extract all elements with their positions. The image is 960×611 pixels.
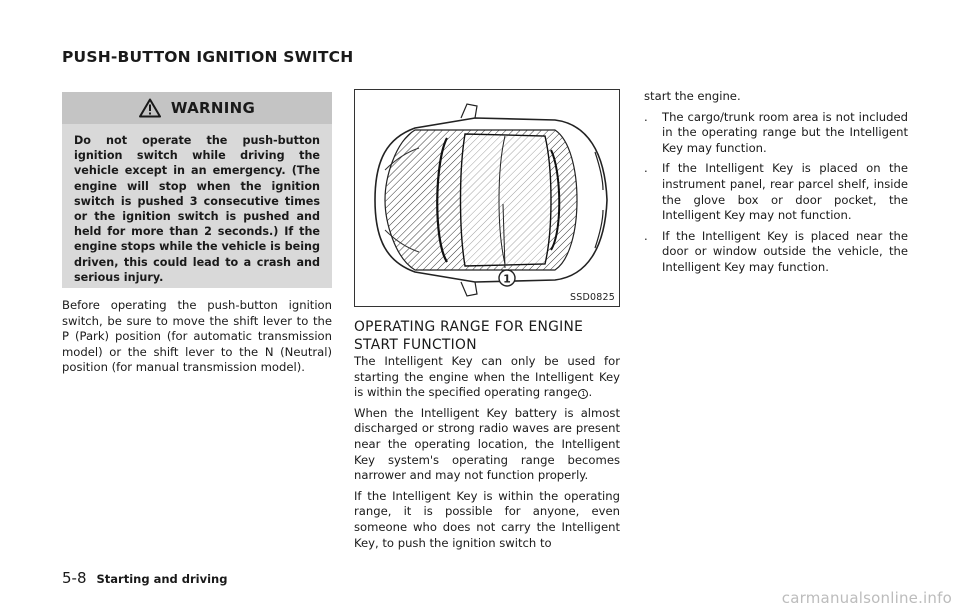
- paragraph-battery: When the Intelligent Key battery is almost discharged or strong radio waves are present near the operating location, the Intelligent Key system's operating range becomes narrower and may not function properly.: [354, 405, 620, 483]
- watermark: carmanualsonline.info: [781, 589, 952, 607]
- figure-code: SSD0825: [570, 292, 615, 303]
- list-item: . The cargo/trunk room area is not included in the operating range but the Intelligent Key may function.: [644, 109, 908, 155]
- continuation-text: start the engine.: [644, 89, 741, 103]
- car-top-view-illustration: [355, 90, 621, 308]
- list-item: . If the Intelligent Key is placed on the instrument panel, rear parcel shelf, inside the glove box or door pocket, the Intelligent Key may not function.: [644, 161, 908, 223]
- figure-callout-1: 1: [503, 272, 511, 286]
- warning-title: WARNING: [170, 99, 256, 117]
- column3-text: [644, 89, 908, 281]
- warning-text: Do not operate the push-button ignition switch while driving the vehicle except in an emergency. (The engine will stop when the ignition switch is pushed 3 consecutive times or the ignition switch is pushed and held for more than 2 seconds.) If the engine stops while the vehicle is being driven, this could lead to a crash and serious injury.: [74, 134, 320, 284]
- bullet-list: [644, 110, 908, 276]
- list-item: . If the Intelligent Key is placed near the door or window outside the vehicle, the Intelligent Key may function.: [644, 228, 908, 274]
- warning-triangle-icon: [139, 98, 161, 118]
- paragraph-anyone-start: If the Intelligent Key is within the operating range, it is possible for anyone, even someone who does not carry the Intelligent Key, to push the ignition switch to: [354, 488, 620, 550]
- warning-box: [62, 92, 332, 288]
- page-footer: [62, 569, 227, 587]
- operating-range-figure: [354, 89, 620, 307]
- subheading-operating-range: OPERATING RANGE FOR ENGINE START FUNCTION: [354, 319, 584, 353]
- paragraph-operating-range: The Intelligent Key can only be used for starting the engine when the Intelligent Key is within the specified operating range 1 .: [354, 354, 620, 400]
- chapter-title: Starting and driving: [96, 572, 228, 586]
- column2-text: [354, 354, 620, 556]
- shift-lever-paragraph: Before operating the push-button ignition switch, be sure to move the shift lever to the P (Park) position (for automatic transmission model) or the shift lever to the N (Neutral) position (for manual transmission model).: [62, 298, 332, 375]
- callout-marker-1: 1: [578, 389, 588, 399]
- section-title: PUSH-BUTTON IGNITION SWITCH: [62, 48, 354, 66]
- page-number: 5-8: [62, 569, 87, 587]
- warning-header: [62, 92, 332, 124]
